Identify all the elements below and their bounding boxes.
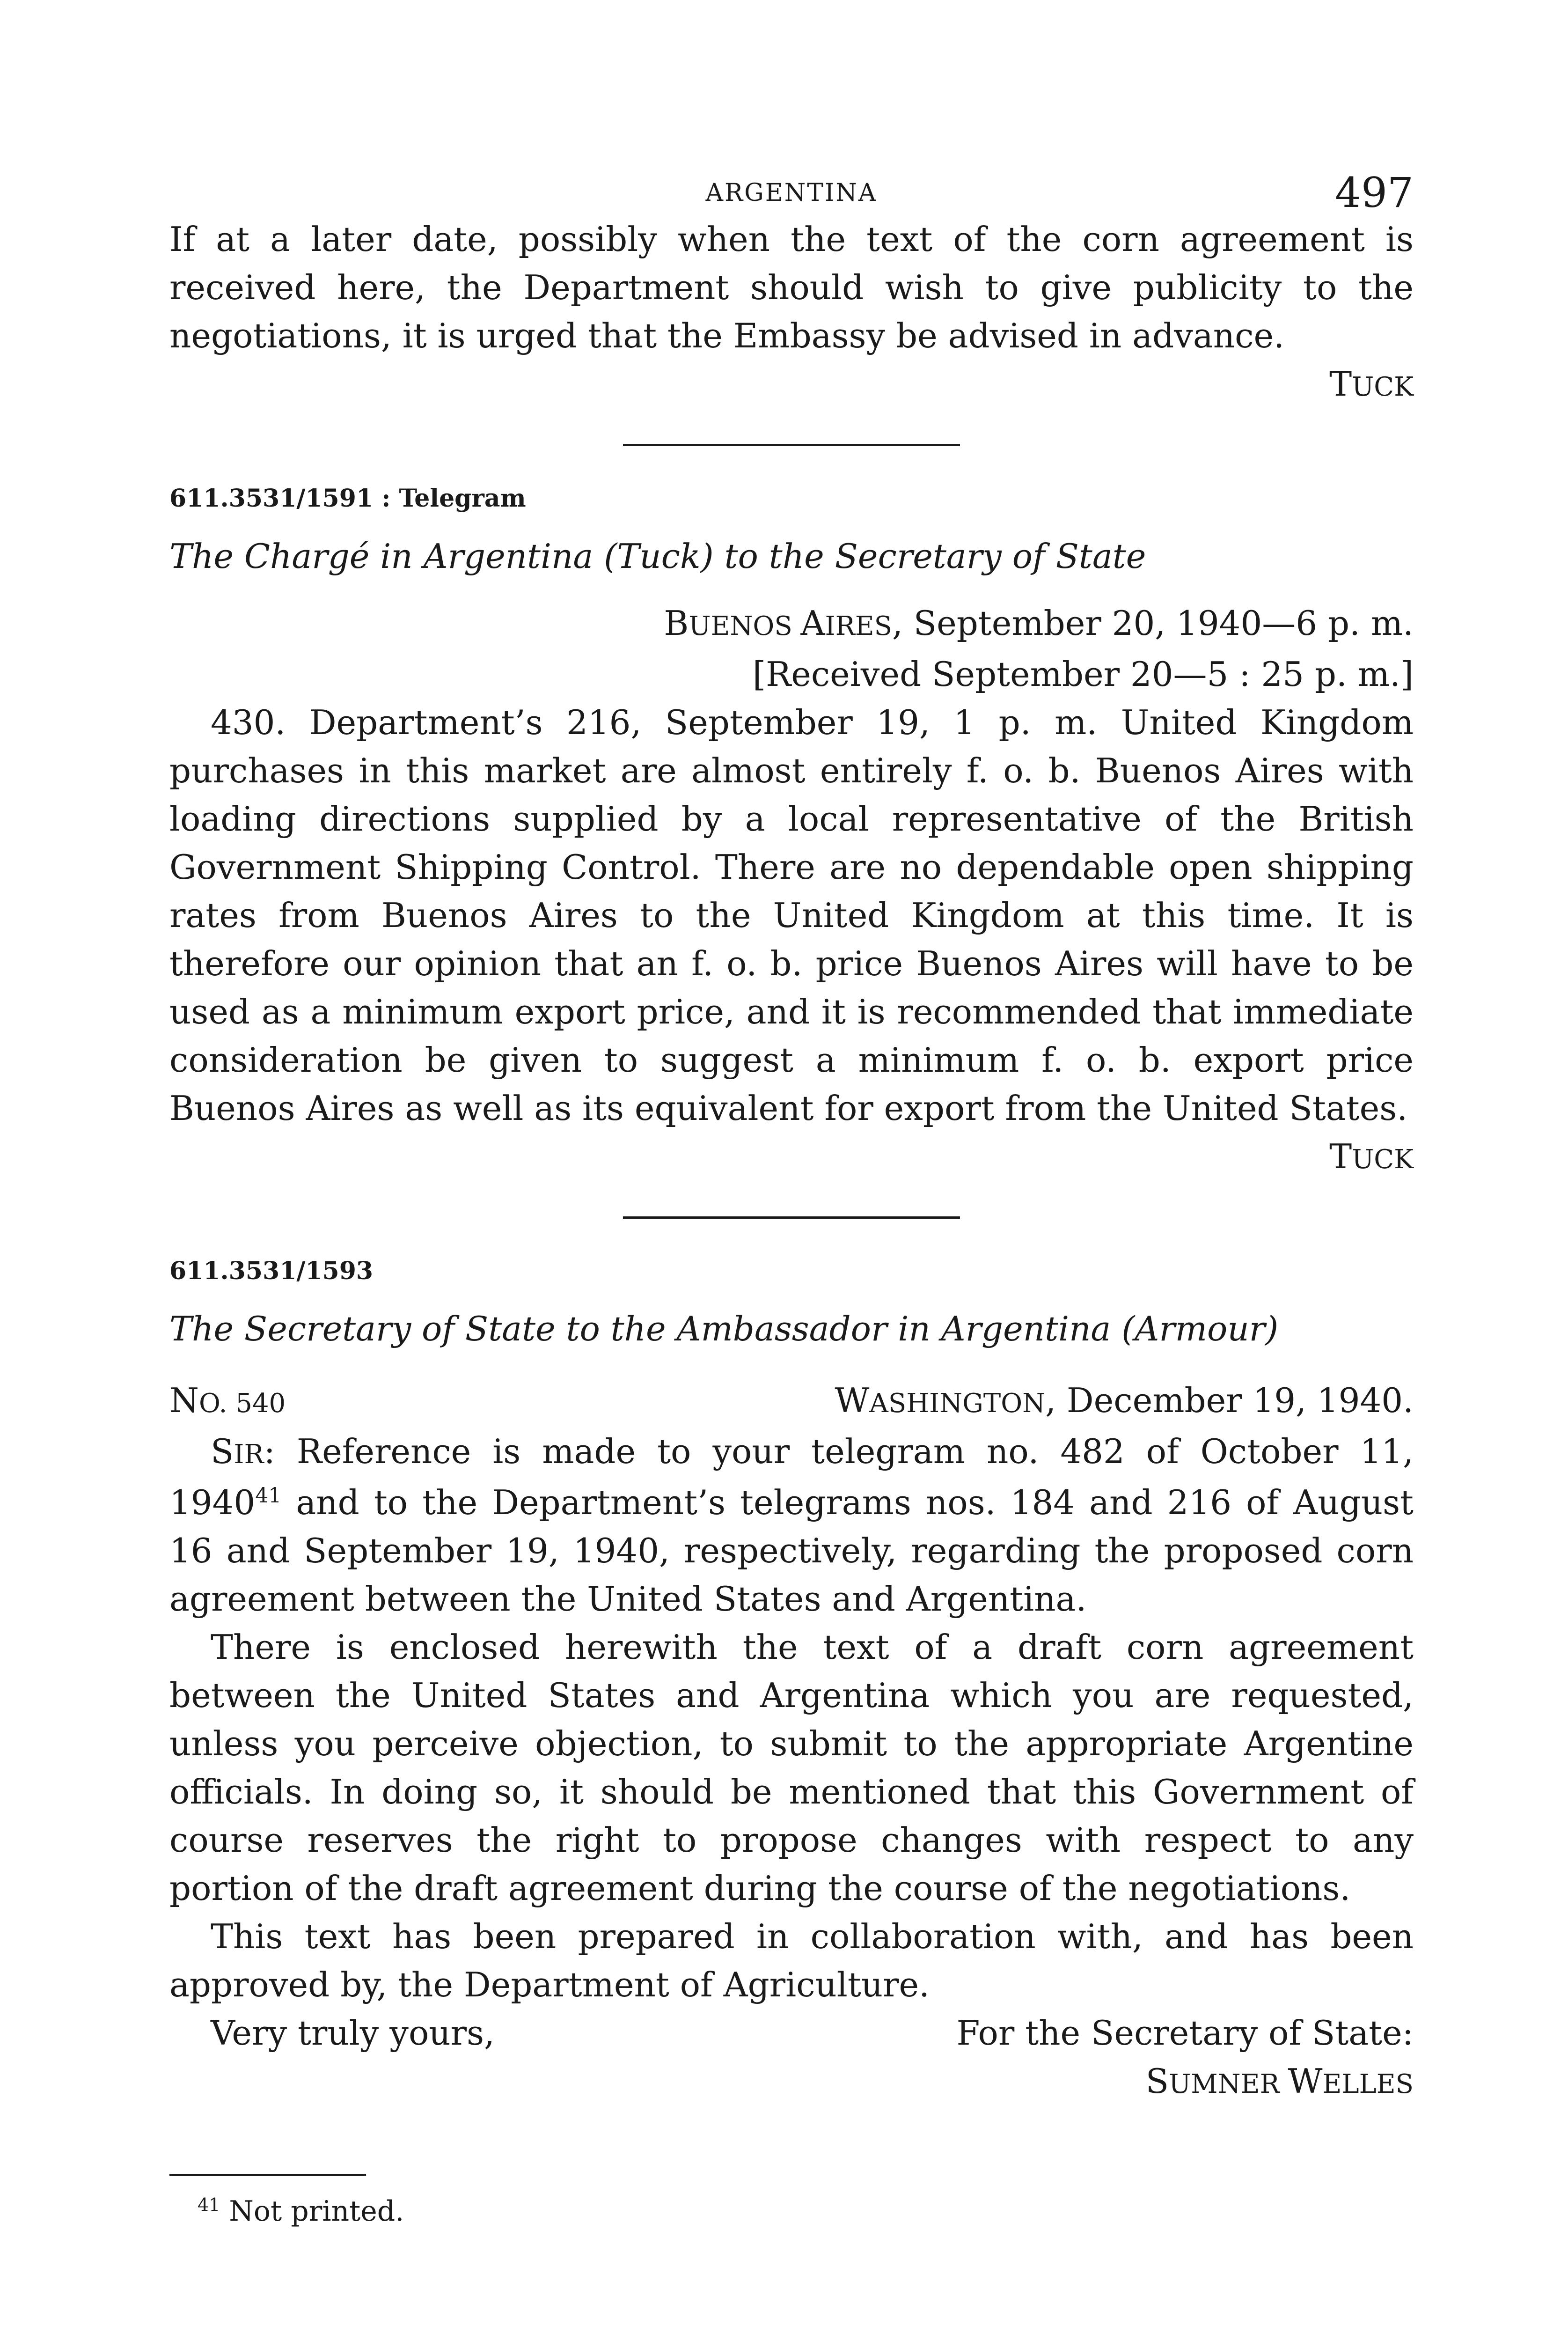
dateline-date: , September 20, 1940—6 p. m. (892, 604, 1414, 643)
section-divider (623, 1216, 960, 1219)
dateline-initial: W (835, 1381, 870, 1420)
page-number: 497 (1335, 169, 1414, 217)
dateline-place-rest-2: IRES (825, 611, 893, 641)
letter-number (169, 1377, 286, 1428)
salutation-rest: IR (234, 1439, 264, 1470)
telegram-received: [Received September 20—5 : 25 p. m.] (752, 655, 1414, 694)
letter-paragraph-2: There is enclosed herewith the text of a draft corn agreement between the United States and Argentina which you are requested, unless you perceive objection, to submit to the appropriate Argentine officials. In doing so, it should be mentioned that this Government of course reserves the right to propose changes with respect to any portion of the draft agreement during the course of the negotiations. (169, 1627, 1414, 1908)
telegram-file-ref: 611.3531/1591 : Telegram (169, 484, 526, 513)
running-title: ARGENTINA (705, 179, 878, 207)
telegram-signature (169, 1133, 1414, 1184)
dateline-date: , December 19, 1940. (1045, 1381, 1414, 1420)
signature-rest: UCK (1352, 1144, 1414, 1175)
signature-rest: UCK (1352, 372, 1414, 402)
letter-paragraph-1 (169, 1428, 1414, 1623)
footnote-text: Not printed. (220, 2195, 404, 2228)
footnote-reference: 41 (255, 1484, 282, 1508)
signer-rest: UMNER (1169, 2069, 1288, 2099)
letter-closing (169, 2009, 1414, 2057)
letter-number-line (169, 1377, 1414, 1428)
section-divider (623, 444, 960, 446)
signature-initial: T (1329, 364, 1352, 404)
letter-file-ref: 611.3531/1593 (169, 1257, 374, 1285)
salutation-initial: S (211, 1432, 234, 1471)
document-page (169, 169, 1414, 2230)
signer-initial: S (1145, 2061, 1169, 2101)
letter-dateline (835, 1377, 1414, 1428)
closing-left: Very truly yours, (211, 2013, 495, 2053)
letter-signer (169, 2057, 1414, 2108)
number-initial: N (169, 1381, 199, 1420)
letter-paragraph-3: This text has been prepared in collaboration with, and has been approved by, the Department of Agriculture. (169, 1917, 1414, 2004)
telegram-title: The Chargé in Argentina (Tuck) to the Secretary of State (169, 537, 1146, 576)
signer-rest-2: ELLES (1322, 2069, 1414, 2099)
paragraph-1-part-2: and to the Department’s telegrams nos. 184 and 216 of August 16 and September 19, 1940, respectively, regarding the proposed corn agreement between the United States and Argentina. (169, 1483, 1414, 1619)
footnote-marker: 41 (198, 2194, 220, 2215)
letter-title: The Secretary of State to the Ambassador in Argentina (Armour) (169, 1309, 1279, 1348)
salutation-colon: : (264, 1432, 275, 1471)
signature-initial: T (1329, 1137, 1352, 1176)
number-rest: O. 540 (199, 1388, 286, 1419)
telegram-body: 430. Department’s 216, September 19, 1 p. m. United Kingdom purchases in this market are almost entirely f. o. b. Buenos Aires with loading directions supplied by a local representative of the British Government Shipping Control. There are no dependable open shipping rates from Buenos Aires to the United Kingdom at this time. It is therefore our opinion that an f. o. b. price Buenos Aires will have to be used as a minimum export price, and it is recommended that immediate consideration be given to suggest a minimum f. o. b. export price Buenos Aires as well as its equivalent for export from the United States. (169, 703, 1414, 1128)
continuation-signature (169, 360, 1414, 411)
dateline-initial-2: A (800, 604, 825, 643)
footnote-divider (169, 2174, 366, 2176)
paragraph-1-part-1: Reference is made to your telegram no. 482 of October 11, 1940 (169, 1432, 1414, 1522)
telegram-dateline (169, 599, 1414, 650)
dateline-place-rest: ASHINGTON (869, 1388, 1046, 1419)
footnote (169, 2193, 1414, 2230)
closing-right: For the Secretary of State: (956, 2013, 1414, 2053)
dateline-place-rest: UENOS (689, 611, 801, 641)
continuation-paragraph: If at a later date, possibly when the text of the corn agreement is received here, the Department should wish to give publicity to the negotiations, it is urged that the Embassy be advised in advance. (169, 220, 1414, 355)
signer-initial-2: W (1288, 2061, 1323, 2101)
dateline-initial: B (664, 604, 689, 643)
running-head (169, 169, 1414, 215)
